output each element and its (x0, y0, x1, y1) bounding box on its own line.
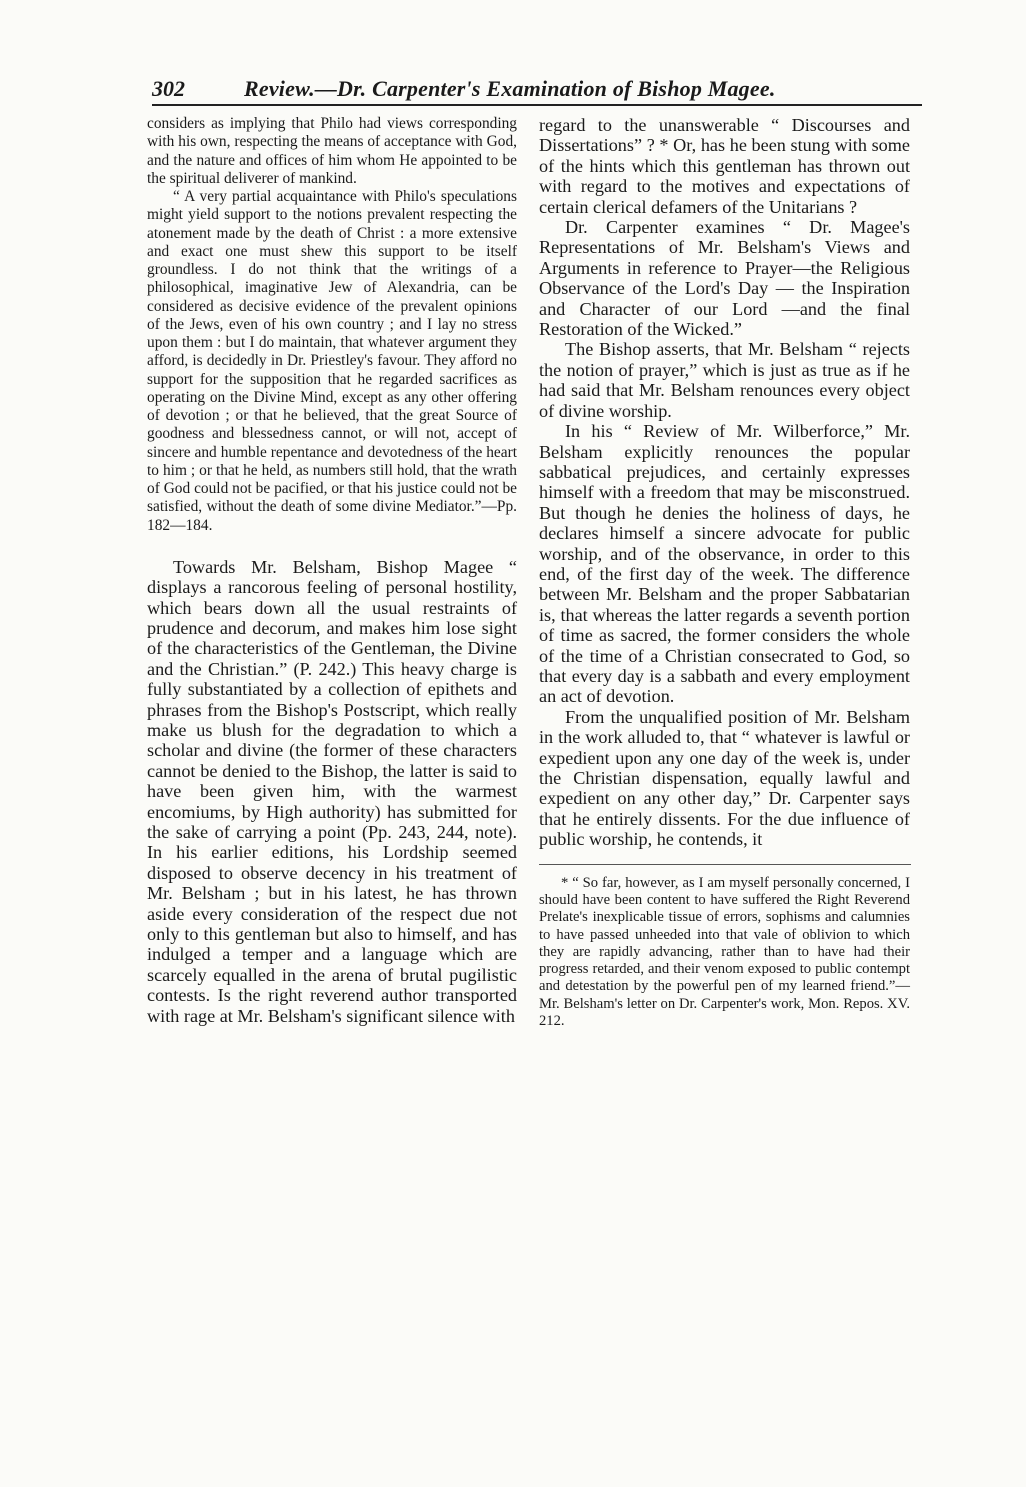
quote-paragraph: “ A very partial acquaintance with Philo's speculations might yield support to the notions prevalent respecting the atonement made by the death of Christ : a more extensive and exact one must shew this support to be itself groundless. I do not think that the writings of a philosophical, imaginative Jew of Alexandria, can be considered as decisive evidence of the prevalent opinions of the Jews, even of his own country ; and I lay no stress upon them : but I do maintain, that whatever argument they afford, is decidedly in Dr. Priestley's favour. They afford no support for the supposition that he regarded sacrifices as operating on the Divine Mind, except as any other offering of devotion ; or that he believed, that the great Source of goodness and blessedness cannot, or will not, accept of sincere and humble repentance and devotedness of the heart to him ; or that he held, as numbers still hold, that the wrath of God could not be pacified, or that his justice could not be satisfied, without the death of some divine Mediator.”—Pp. 182—184. (147, 188, 517, 534)
footnote: * “ So far, however, as I am myself personally concerned, I should have been content to have suffered the Right Reverend Prelate's inexplicable tissue of errors, sophisms and calumnies to have passed unheeded into that vale of oblivion to which they are rapidly advancing, rather than to have had their progress retarded, and their venom exposed to public contempt and detestation by the powerful pen of my learned friend.”—Mr. Belsham's letter on Dr. Carpenter's work, Mon. Repos. XV. 212. (539, 874, 910, 1029)
running-header (152, 74, 922, 106)
block-quote (147, 115, 517, 535)
body-paragraph: From the unqualified position of Mr. Belsham in the work alluded to, that “ whatever is lawful or expedient upon any one day of the week is, under the Christian dispensation, equally lawful and expedient on any other day,” Dr. Carpenter says that he entirely dissents. For the due influence of public worship, he contends, it (539, 706, 910, 850)
body-paragraph: In his “ Review of Mr. Wilberforce,” Mr. Belsham explicitly renounces the popular sabbatical prejudices, and certainly expresses himself with a freedom that may be misconstrued. But though he denies the holiness of days, he declares himself a sincere advocate for public worship, and of the observance, in order to this end, of the first day of the week. The difference between Mr. Belsham and the proper Sabbatarian is, that whereas the latter regards a seventh portion of time as sacred, the former considers the whole of the time of a Christian consecrated to God, so that every day is a sabbath and every employment an act of devotion. (539, 421, 910, 707)
quote-paragraph: considers as implying that Philo had views corresponding with his own, respecting the means of acceptance with God, and the nature and offices of him whom He appointed to be the spiritual deliverer of mankind. (147, 115, 517, 187)
page-number: 302 (152, 76, 185, 101)
left-column (147, 115, 517, 1026)
body-paragraph: Dr. Carpenter examines “ Dr. Magee's Representations of Mr. Belsham's Views and Arguments in reference to Prayer—the Religious Observance of the Lord's Day — the Inspiration and Character of our Lord —and the final Restoration of the Wicked.” (539, 217, 910, 340)
footnote-rule (539, 864, 911, 865)
running-title: Review.—Dr. Carpenter's Examination of Bishop Magee. (244, 76, 776, 101)
body-paragraph: regard to the unanswerable “ Discourses and Dissertations” ? * Or, has he been stung with some of the hints which this gentleman has thrown out with regard to the motives and expectations of certain clerical defamers of the Unitarians ? (539, 115, 910, 217)
right-column (539, 115, 910, 1030)
paragraph-gap (147, 535, 517, 557)
body-paragraph: The Bishop asserts, that Mr. Belsham “ rejects the notion of prayer,” which is just as true as if he had said that Mr. Belsham renounces every object of divine worship. (539, 339, 910, 421)
body-paragraph: Towards Mr. Belsham, Bishop Magee “ displays a rancorous feeling of personal hostility, which bears down all the usual restraints of prudence and decorum, and makes him lose sight of the characteristics of the Gentleman, the Divine and the Christian.” (P. 242.) This heavy charge is fully substantiated by a collection of epithets and phrases from the Bishop's Postscript, which really make us blush for the degradation to which a scholar and divine (the former of these characters cannot be denied to the Bishop, the latter is said to have been given him, with the warmest encomiums, by High authority) has submitted for the sake of carrying a point (Pp. 243, 244, note). In his earlier editions, his Lordship seemed disposed to observe decency in his treatment of Mr. Belsham ; but in his latest, he has thrown aside every consideration of the respect due not only to this gentleman but also to himself, and has indulged a temper and a language which are scarcely equalled in the arena of brutal pugilistic contests. Is the right reverend author transported with rage at Mr. Belsham's significant silence with (147, 556, 517, 1026)
